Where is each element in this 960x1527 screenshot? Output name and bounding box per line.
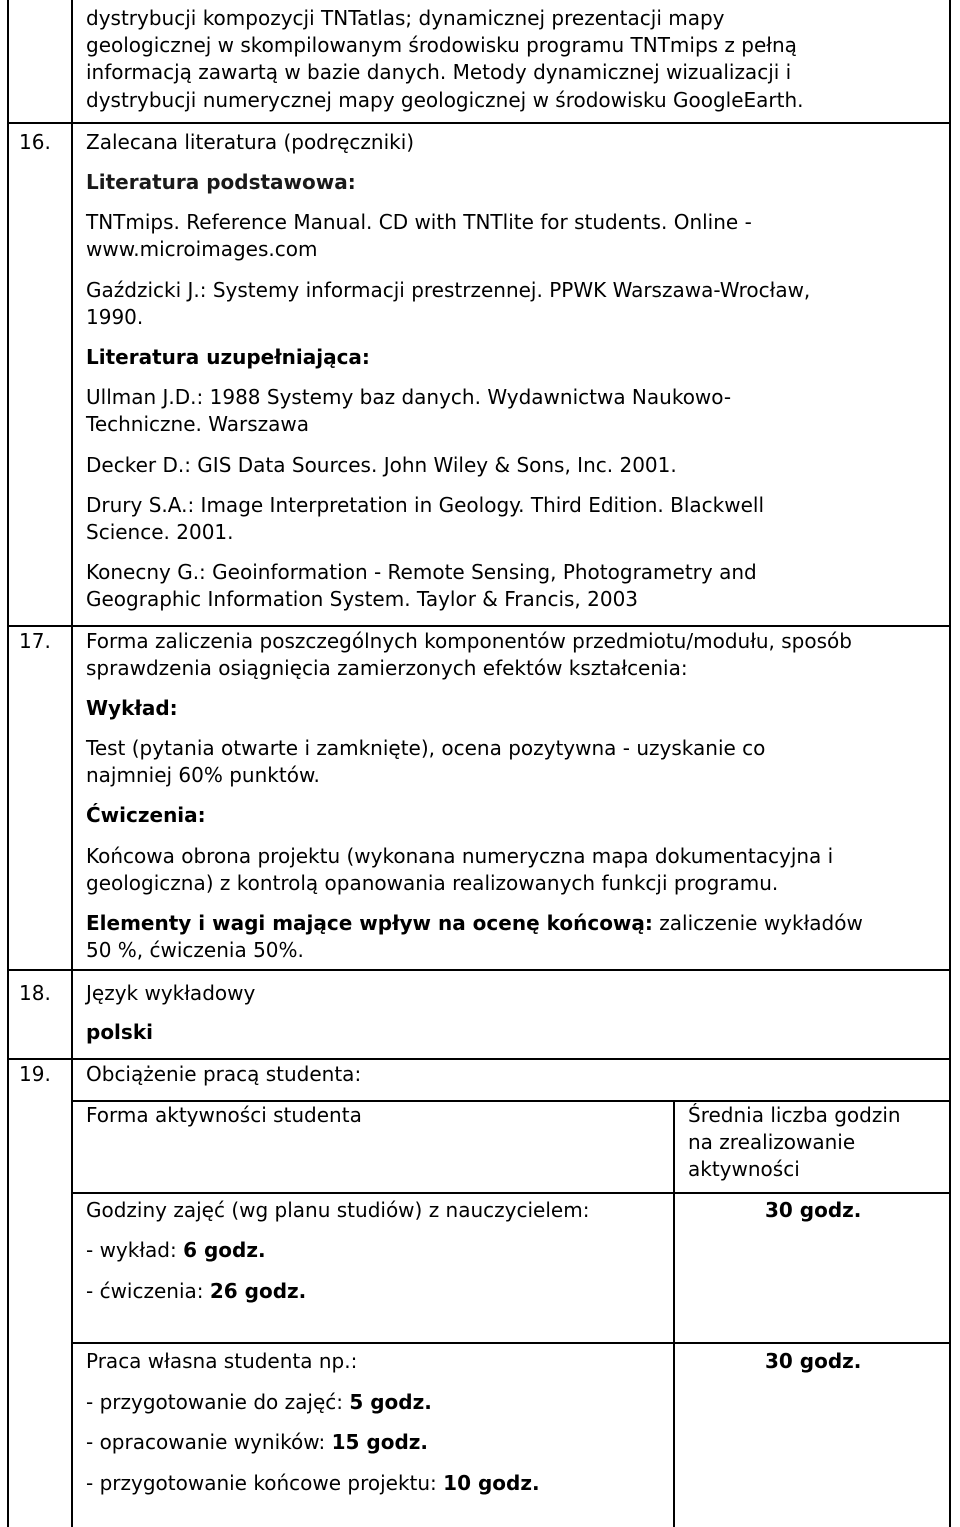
reference-item: 1990. <box>86 305 144 329</box>
number-column-border-19 <box>71 1058 73 1101</box>
reference-item: Techniczne. Warszawa <box>86 412 309 436</box>
workload-item <box>86 1470 540 1497</box>
number-column-border-17 <box>71 625 73 970</box>
workload-item-value: 6 godz. <box>183 1238 266 1262</box>
reference-item: Ullman J.D.: 1988 Systemy baz danych. Wydawnictwa Naukowo- <box>86 385 732 409</box>
section-title: Zalecana literatura (podręczniki) <box>86 130 415 154</box>
workload-row-hours: 30 godz. <box>765 1198 862 1222</box>
section-number: 17. <box>19 629 51 653</box>
workload-item <box>86 1389 432 1416</box>
number-column-border-18 <box>71 969 73 1059</box>
basic-literature-heading: Literatura podstawowa: <box>86 170 356 194</box>
lecture-text: najmniej 60% punktów. <box>86 763 320 787</box>
intro-text-line: geologicznej w skompilowanym środowisku programu TNTmips z pełną <box>86 33 797 57</box>
section-number: 18. <box>19 981 51 1005</box>
workload-row-divider <box>71 1342 951 1344</box>
left-border <box>7 0 9 1527</box>
weights-text: 50 %, ćwiczenia 50%. <box>86 938 304 962</box>
weights-text <box>86 910 863 937</box>
number-column-border <box>71 0 73 625</box>
section-number: 16. <box>19 130 51 154</box>
workload-item-value: 15 godz. <box>331 1430 429 1454</box>
workload-header-divider <box>71 1192 951 1194</box>
right-border <box>949 0 951 1527</box>
workload-row-title: Praca własna studenta np.: <box>86 1349 358 1373</box>
section-title: Język wykładowy <box>86 981 256 1005</box>
reference-item: Science. 2001. <box>86 520 234 544</box>
intro-text-line: informacją zawartą w bazie danych. Metody dynamicznej wizualizacji i <box>86 60 792 84</box>
workload-item <box>86 1237 266 1264</box>
workload-row-hours: 30 godz. <box>765 1349 862 1373</box>
row-divider-16 <box>7 122 951 124</box>
workload-header-hours: na zrealizowanie <box>688 1130 856 1154</box>
exercises-heading: Ćwiczenia: <box>86 803 206 827</box>
reference-item: www.microimages.com <box>86 237 318 261</box>
exercises-text: Końcowa obrona projektu (wykonana numeryczna mapa dokumentacyjna i <box>86 844 834 868</box>
workload-row-title: Godziny zajęć (wg planu studiów) z nauczycielem: <box>86 1198 590 1222</box>
language-value: polski <box>86 1020 153 1044</box>
intro-text-line: dystrybucji kompozycji TNTatlas; dynamicznej prezentacji mapy <box>86 6 725 30</box>
workload-item-label: - ćwiczenia: <box>86 1279 210 1303</box>
workload-item <box>86 1278 306 1305</box>
section-title: sprawdzenia osiągnięcia zamierzonych efektów kształcenia: <box>86 656 688 680</box>
row-divider-19 <box>7 1058 951 1060</box>
workload-header-hours: aktywności <box>688 1157 800 1181</box>
exercises-text: geologiczna) z kontrolą opanowania realizowanych funkcji programu. <box>86 871 779 895</box>
weights-label: Elementy i wagi mające wpływ na ocenę końcową: <box>86 911 653 935</box>
workload-header-activity: Forma aktywności studenta <box>86 1103 362 1127</box>
workload-item-label: - przygotowanie do zajęć: <box>86 1390 350 1414</box>
workload-item-label: - przygotowanie końcowe projektu: <box>86 1471 444 1495</box>
lecture-text: Test (pytania otwarte i zamknięte), ocena pozytywna - uzyskanie co <box>86 736 766 760</box>
row-divider-18 <box>7 969 951 971</box>
section-title: Obciążenie pracą studenta: <box>86 1062 362 1086</box>
workload-item-label: - wykład: <box>86 1238 184 1262</box>
section-number: 19. <box>19 1062 51 1086</box>
intro-text-line: dystrybucji numerycznej mapy geologicznej w środowisku GoogleEarth. <box>86 88 804 112</box>
lecture-heading: Wykład: <box>86 696 178 720</box>
supplementary-literature-heading: Literatura uzupełniająca: <box>86 345 370 369</box>
weights-value: zaliczenie wykładów <box>652 911 863 935</box>
workload-item-value: 5 godz. <box>349 1390 432 1414</box>
workload-item-label: - opracowanie wyników: <box>86 1430 332 1454</box>
workload-item-value: 10 godz. <box>443 1471 540 1495</box>
workload-table-mid <box>673 1100 675 1527</box>
reference-item: Drury S.A.: Image Interpretation in Geology. Third Edition. Blackwell <box>86 493 765 517</box>
section-title: Forma zaliczenia poszczególnych komponentów przedmiotu/modułu, sposób <box>86 629 852 653</box>
row-divider-17 <box>7 625 951 627</box>
reference-item: TNTmips. Reference Manual. CD with TNTlite for students. Online - <box>86 210 752 234</box>
workload-item <box>86 1429 428 1456</box>
workload-header-hours: Średnia liczba godzin <box>688 1103 901 1127</box>
reference-item: Decker D.: GIS Data Sources. John Wiley & Sons, Inc. 2001. <box>86 453 677 477</box>
reference-item: Geographic Information System. Taylor & Francis, 2003 <box>86 587 639 611</box>
reference-item: Konecny G.: Geoinformation - Remote Sensing, Photogrametry and <box>86 560 757 584</box>
workload-table-left <box>71 1100 73 1527</box>
reference-item: Gaździcki J.: Systemy informacji prestrzennej. PPWK Warszawa-Wrocław, <box>86 278 811 302</box>
workload-item-value: 26 godz. <box>209 1279 307 1303</box>
